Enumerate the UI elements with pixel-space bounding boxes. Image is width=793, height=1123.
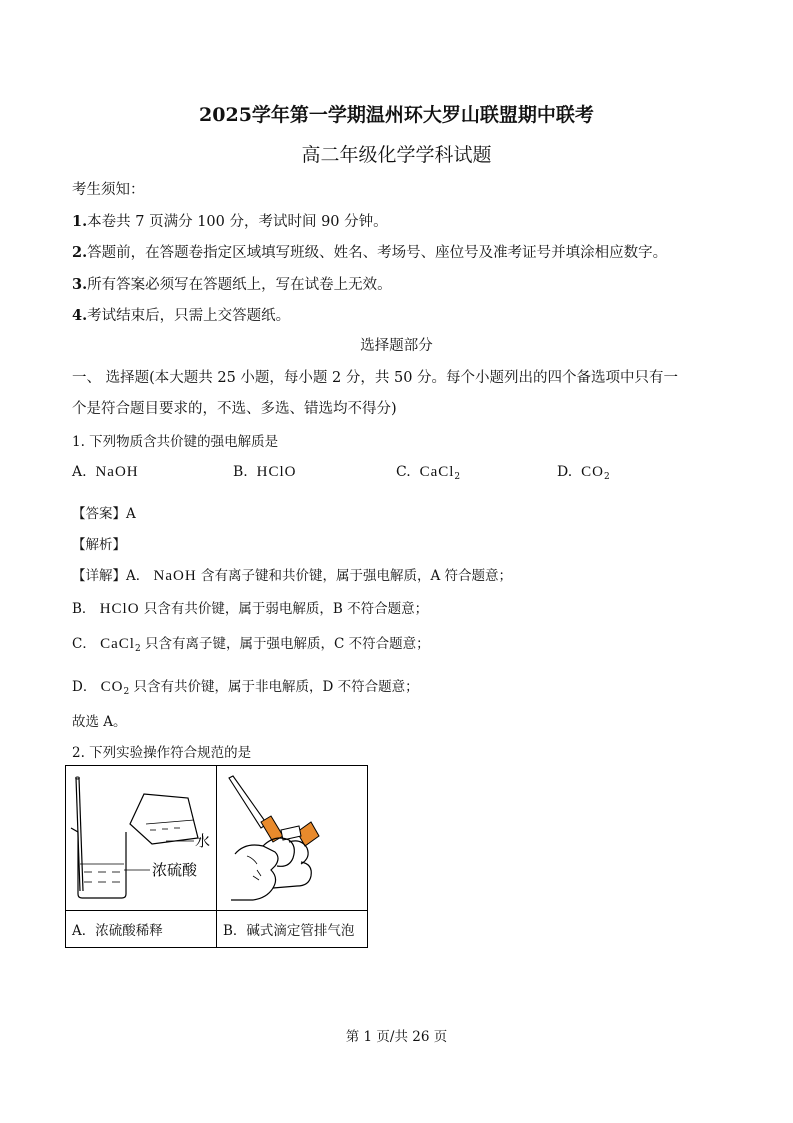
- option-formula: HClO: [256, 464, 297, 480]
- detail-prefix: B．: [72, 601, 96, 617]
- notice-item-num: 4.: [72, 307, 88, 324]
- notice-item-4: [72, 304, 290, 325]
- option-formula: CO: [581, 464, 604, 480]
- notice-item-text: 考试结束后，只需上交答题纸。: [87, 308, 291, 324]
- section-intro-line1: 一、 选择题(本大题共 25 小题，每小题 2 分，共 50 分。每个小题列出的四个备选项中只有一: [72, 370, 679, 386]
- notice-item-2: [72, 241, 667, 262]
- option-label: A.: [72, 464, 87, 480]
- q1-option-a: [72, 464, 139, 481]
- q1-stem: 1. 下列物质含共价键的强电解质是: [72, 434, 279, 450]
- notice-item-num: 2.: [72, 244, 88, 261]
- q1-option-b: [233, 464, 297, 481]
- q1-detail-line-a: [72, 564, 512, 585]
- detail-subscript: 2: [123, 687, 130, 697]
- detail-text: 含有离子键和共价键，属于强电解质，A 符合题意；: [201, 568, 513, 584]
- option-formula: NaOH: [95, 464, 139, 480]
- notice-item-1: [72, 210, 388, 231]
- figure-b-caption: B．碱式滴定管排气泡: [217, 911, 368, 948]
- figure-b-cell: [217, 766, 368, 911]
- acid-dilution-illustration: [66, 766, 216, 906]
- page-number: 第 1 页/共 26 页: [345, 1029, 448, 1045]
- burette-illustration: [217, 766, 367, 906]
- option-label: D.: [557, 464, 573, 480]
- exam-title: 2025学年第一学期温州环大罗山联盟期中联考: [199, 104, 594, 126]
- notice-item-num: 3.: [72, 276, 88, 293]
- detail-prefix: D．: [72, 679, 97, 695]
- option-label: C.: [396, 464, 411, 480]
- q1-option-c: [396, 464, 460, 482]
- detail-formula: CaCl: [100, 636, 135, 652]
- detail-tag: 【详解】: [72, 568, 126, 584]
- q1-option-d: [557, 464, 610, 482]
- q1-detail-line-d: [72, 675, 419, 697]
- detail-text: 只含有离子键，属于强电解质，C 不符合题意；: [145, 636, 430, 652]
- detail-text: 只含有共价键，属于非电解质，D 不符合题意；: [133, 679, 419, 695]
- notice-item-text: 所有答案必须写在答题纸上，写在试卷上无效。: [87, 277, 392, 293]
- detail-formula: NaOH: [153, 568, 197, 584]
- detail-prefix: A．: [126, 568, 150, 584]
- figure-a-cell: [66, 766, 217, 911]
- detail-subscript: 2: [134, 644, 141, 654]
- figure-a-caption: A．浓硫酸稀释: [66, 911, 217, 948]
- notice-item-3: [72, 273, 392, 294]
- option-label: B.: [233, 464, 248, 480]
- detail-text: 只含有共价键，属于弱电解质，B 不符合题意；: [143, 601, 429, 617]
- q2-stem: 2. 下列实验操作符合规范的是: [72, 745, 252, 761]
- detail-formula: CO: [100, 679, 124, 695]
- answer-value: A: [126, 506, 136, 522]
- detail-formula: HClO: [99, 601, 140, 617]
- answer-tag: 【答案】: [72, 506, 126, 522]
- water-label: 水: [195, 832, 211, 850]
- q1-answer: [72, 502, 136, 522]
- detail-prefix: C．: [72, 636, 96, 652]
- option-subscript: 2: [454, 472, 461, 482]
- acid-label: 浓硫酸: [152, 861, 198, 879]
- exam-subtitle: 高二年级化学学科试题: [301, 144, 492, 166]
- option-formula: CaCl: [419, 464, 455, 480]
- notice-item-num: 1.: [72, 213, 88, 230]
- notice-item-text: 本卷共 7 页满分 100 分，考试时间 90 分钟。: [87, 214, 388, 230]
- q2-figure-table: [65, 765, 368, 948]
- section-title: 选择题部分: [360, 338, 433, 354]
- notice-item-text: 答题前，在答题卷指定区域填写班级、姓名、考场号、座位号及准考证号并填涂相应数字。: [87, 245, 668, 261]
- option-subscript: 2: [603, 472, 610, 482]
- section-intro-line2: 个是符合题目要求的，不选、多选、错选均不得分): [72, 401, 397, 417]
- notice-heading: 考生须知：: [72, 182, 145, 198]
- q1-detail-line-b: [72, 597, 428, 618]
- q1-conclusion: 故选 A。: [72, 714, 127, 730]
- q1-analysis-tag: 【解析】: [72, 537, 126, 553]
- q1-detail-line-c: [72, 632, 430, 654]
